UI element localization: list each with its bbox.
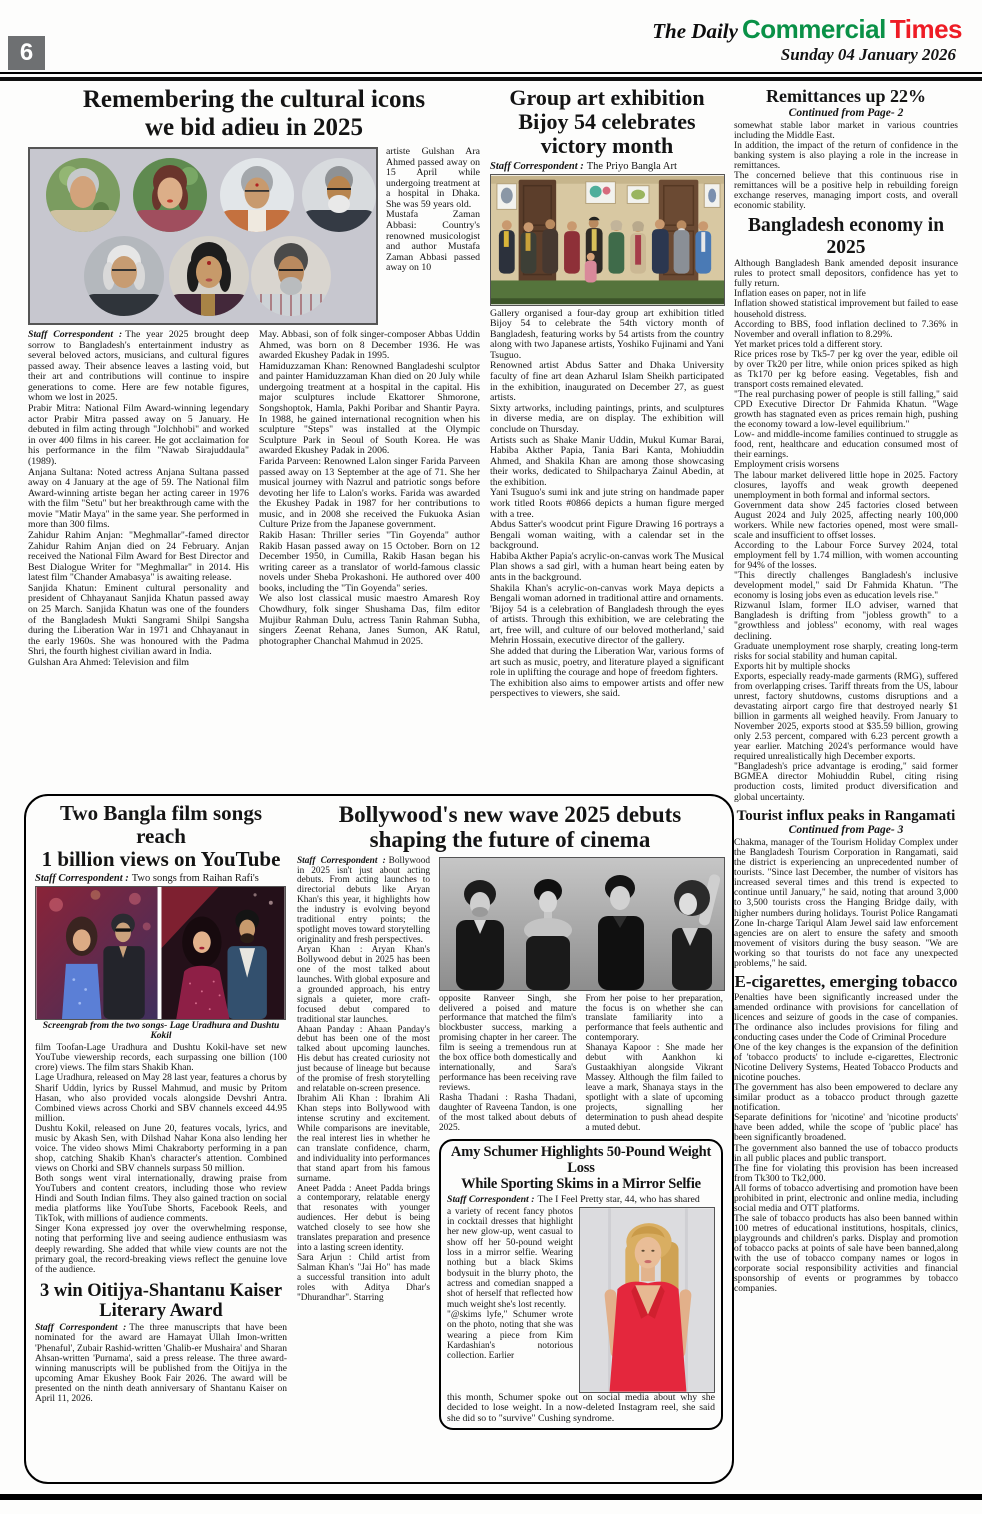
songs-screengrab-photo xyxy=(35,886,286,1020)
paragraph: One of the key changes is the expansion of the definition of 'tobacco products' to include e-cigarettes, Electronic Nicotine Delivery Systems, Heated Tobacco Products and nicotine pouches. xyxy=(734,1042,958,1084)
bollywood-column-2 xyxy=(439,995,577,1134)
header-rule-thin xyxy=(0,72,982,74)
paragraph: Shanaya Kapoor : She made her debut with Aankhon ki Gustaakhiyan alongside Vikrant Massey. Although the film failed to leave a mark, Shanaya stays in the spotlight with a slate of upcoming projects, signalling her determination to push ahead despite a muted debut. xyxy=(585,1043,723,1133)
bollywood-debutants-photo xyxy=(439,857,725,991)
paragraph: 'Bijoy 54 is a celebration of Bangladesh through the eyes of artists. Through this exhibition, we are celebrating the art, free will, and culture of our beloved motherland,' said Mehrin Hossain, executive director of the gallery. xyxy=(490,603,724,647)
article-bijoy54 xyxy=(490,86,724,700)
paragraph: film Toofan-Lage Uradhura and Dushtu Kokil-have set new YouTube viewership records, each surpassing one billion (100 crore) views. The film stars Shakib Khan. xyxy=(35,1043,287,1074)
economy-headline: Bangladesh economy in 2025 xyxy=(747,215,945,258)
paragraph: "The real purchasing power of people is still falling," said CPD Executive Director Dr Fahmida Khatun. "Wage growth has stagnated even as prices remain high, pushing the economy toward a low-level equilibrium." xyxy=(734,390,958,431)
paragraph: Zahidur Rahim Anjan: "Meghmallar"-famed director Zahidur Rahim Anjan died on 24 February. Anjan received the National Film Award for Best Director and Best Dialogue Writer for "Meghmallar" in 2014. His latest film "Chander Amabasya" is awaiting release. xyxy=(28,529,249,584)
paragraph: Yet market prices told a different story. xyxy=(734,339,883,350)
paragraph: The exhibition also aims to empower artists and offer new perspectives to viewers, she said. xyxy=(490,677,724,700)
paragraph: Low- and middle-income families continued to struggle as food, rent, healthcare and education consumed most of their earnings. xyxy=(734,430,958,461)
paragraph: The fine for violating this provision has been increased from Tk300 to Tk2,000. xyxy=(734,1163,958,1184)
paragraph: Gulshan Ara Ahmed: Television and film xyxy=(28,656,190,668)
paragraph: Lage Uradhura, released on May 28 last year, features a chorus by Sharif Uddin, lyrics by Russel Mahmud, and music by Pritom Hasan, who also provided vocals alongside Devshri Antra. Combined views across Chorki and SBV channels exceed 44.95 million. xyxy=(35,1073,287,1124)
paragraph: Shakila Khan's acrylic-on-canvas work Maya depicts a Bengali woman adorned in traditional attire and ornaments. xyxy=(490,582,724,605)
amy-byline: Staff Correspondent : The I Feel Pretty star, 44, who has shared xyxy=(447,1193,700,1205)
songs-headline: Two Bangla film songs reach 1 billion views on YouTube xyxy=(41,801,281,872)
remembering-column-2 xyxy=(259,330,480,669)
paragraph: The sale of tobacco products has also been banned within 100 metres of educational institutions, hospitals, clinics, playgrounds and children's parks. Display and promotion of tobacco packs at points of sale have been banned,along with the use of tobacco company names or logos in corporate social responsibility activities and financial sponsorship of events or programmes by tobacco companies. xyxy=(734,1213,958,1295)
byline: Staff Correspondent : xyxy=(297,855,386,866)
paragraph: From her poise to her preparation, the focus is on whether she can translate familiarity into a performance that feels authentic and contemporary. xyxy=(585,993,723,1044)
paragraph: Gallery organised a four-day group art exhibition titled Bijoy 54 to celebrate the 54th victory month of Bangladesh, featuring works by 54 artists from the country along with two Japanese artists, Yoshiko Fujinami and Yani Tsuguo. xyxy=(490,307,724,361)
paragraph: The government has also been empowered to declare any similar product as a tobacco product through gazette notification. xyxy=(734,1083,958,1114)
paragraph: Farida Parveen: Renowned Lalon singer Farida Parveen passed away on 13 September at the age of 71. She her musical journey with Nazrul and patriotic songs before devoting her life to Lalon's works. Farida was awarded the Ekushey Padak in 1987 for her contributions to music, and in 2008 she received the Fukuoka Asian Culture Prize from the Japanese government. xyxy=(259,455,480,531)
paragraph: Separate definitions for 'nicotine' and 'nicotine products' have been added, while the scope of 'public place' has been significantly broadened. xyxy=(734,1113,958,1144)
paragraph: somewhat stable labor market in various countries including the Middle East. xyxy=(734,120,958,141)
left-song-frame xyxy=(36,887,157,1019)
remembering-side-column xyxy=(386,147,480,325)
paragraph: Abdus Satter's woodcut print Figure Drawing 16 portrays a Bengali woman waiting, with a calendar set in the background. xyxy=(490,519,724,552)
amy-schumer-photo xyxy=(579,1207,715,1393)
paragraph: Exports hit by multiple shocks xyxy=(734,661,851,672)
paragraph: The government also banned the use of tobacco products in all public places and public transport. xyxy=(734,1143,958,1164)
paragraph: Staff Correspondent : Bollywood in 2025 isn't just about acting debuts. From acting launches to directorial debuts like Aryan Khan's this year, it highlights how the industry is evolving beyond traditional entry points; the spotlight moves toward storytelling originality and fresh perspectives. xyxy=(297,855,430,946)
paragraph: Aryan Khan : Aryan Khan's Bollywood debut in 2025 has been one of the most talked about launches. With global exposure and a grounded approach, his entry signals a quieter, more craft-focused debut compared to traditional star launches. xyxy=(297,945,430,1025)
masthead-daily: The Daily xyxy=(652,19,738,43)
paragraph: Singer Kona expressed joy over the overwhelming response, noting that performing live and seeing audience enthusiasm was deeply rewarding. She added that while view counts are not the primary goal, the record-breaking views reflect the genuine love of the audience. xyxy=(35,1224,287,1275)
paragraph: Inflation eases on paper, not in life xyxy=(734,289,866,300)
bottom-feature-box xyxy=(24,794,734,1484)
paragraph: She added that during the Liberation War, various forms of art such as music, poetry, and literature played a significant role in uplifting the courage and hope of freedom fighters. xyxy=(490,646,724,679)
amy-headline: Amy Schumer Highlights 50-Pound Weight Loss While Sporting Skims in a Mirror Selfie xyxy=(450,1143,712,1192)
issue-date: Sunday 04 January 2026 xyxy=(780,45,956,65)
paragraph: Exports, especially ready-made garments (RMG), suffered from overlapping crises. Tariff threats from the US, labour unrest, factory shutdowns, customs disruptions and a devastating airport cargo fire that destroyed nearly $1 billion in garments all weighed heavily. From January to November 2025, exports stood at $35.59 billion, growing only 2.53 percent, compared with 6.23 percent growth a year earlier. Matching 2024's performance would have required unrealistically high December exports. xyxy=(734,671,958,763)
masthead xyxy=(652,16,962,64)
article-ecigarettes xyxy=(734,973,958,1295)
paragraph: this month, Schumer spoke out on social media about why she decided to lose weight. In a now-deleted Instagram reel, she said she did so to "survive" Cushing syndrome. xyxy=(447,1391,715,1424)
songs-byline: Staff Correspondent : Two songs from Raihan Rafi's xyxy=(35,873,259,885)
songs-photo-caption: Screengrab from the two songs- Lage Uradhura and Dushtu Kokil xyxy=(42,1021,280,1042)
page-bottom-rule xyxy=(0,1494,982,1500)
paragraph: Rakib Hasan: Thriller series "Tin Goyenda" author Rakib Hasan passed away on 15 October. Born on 12 December 1950, in Cumilla, Rakib Hasan began his writing career as a translator of world-famous classic novels under Sheba Prokashoni. He authored over 400 books, including the "Tin Goyenda" series. xyxy=(259,529,480,594)
paragraph: In addition, the impact of the return of confidence in the banking system is also playing a role in the increase in remittances. xyxy=(734,140,958,172)
paragraph: Inflation showed statistical improvement but failed to ease household distress. xyxy=(734,299,958,320)
amy-text-column xyxy=(447,1207,573,1393)
paragraph: Ahaan Panday : Ahaan Panday's debut has been one of the most talked about upcoming launches. His debut has created curiosity not just because of lineage but because of the promise of fresh storytelling and relatable on-screen presence. xyxy=(297,1024,430,1095)
paragraph: Sixty artworks, including paintings, prints, and sculptures in diverse media, are on display. The exhibition will conclude on Thursday. xyxy=(490,402,724,435)
paragraph: Rizwanul Islam, former ILO adviser, warned that Bangladesh is drifting from "jobless growth" to a "growthless and jobless" economy, with real wages declining. xyxy=(734,601,958,642)
paragraph: The labour market delivered little hope in 2025. Factory closures, layoffs and weak growth deepened unemployment in both formal and informal sectors. xyxy=(734,470,958,501)
paragraph: We also lost classical music maestro Amaresh Roy Chowdhury, folk singer Shushama Das, film editor Mujibur Rahman Dulu, actress Tanin Rahman Subha, singers Zeenat Rehana, Janes Sumon, AK Ratul, photographer Chanchal Mahmud in 2025. xyxy=(259,593,480,647)
article-tourism xyxy=(734,808,958,969)
remittances-headline: Remittances up 22% xyxy=(766,86,926,106)
masthead-times: Times xyxy=(889,14,962,44)
paragraph: The concerned believe that this continuous rise in remittances will be a positive help in rebuilding foreign exchange reserves, managing import costs, and overall economic stability. xyxy=(734,171,958,212)
article-oitijya-award xyxy=(35,1281,287,1404)
paragraph: Employment crisis worsens xyxy=(734,460,840,471)
paragraph: Sanjida Khatun: Eminent cultural personality and president of Chhayanaut Sanjida Khatun passed away on 25 March. Sanjida Khatun was one of the founders of the Bangladesh Mukti Sangrami Shilpi Sangsha during the Liberation War in 1971 and Chhayanaut in the early 1960s. She was honoured with the Padma Shri, the fourth highest civilian award in India. xyxy=(28,582,249,658)
paragraph: Chakma, manager of the Tourism Holiday Complex under the Bangladesh Tourism Corporation in Rangamati, said the district is experiencing an unprecedented number of tourists. "Since last December, the number of visitors has increased several times and this trend is expected to continue until January," he said, noting that around 3,000 to 3,500 tourists cross the Hanging Bridge daily, with higher numbers during holidays. Tourist Police Rangamati Zone In-charge Tariqul Alam Jewel said law enforcement agencies are on alert to ensure the safety and smooth movement of visitors during the busy season. "We are working so that tourists do not face any unexpected problems," he said. xyxy=(734,838,958,969)
paragraph: Dushtu Kokil, released on June 20, features vocals, lyrics, and music by Akash Sen, with Dilshad Nahar Kona also lending her voice. The video shows Mimi Chakraborty performing in a pan shop, catching Shakib Khan's character's attention. Combined views on Chorki and SBV channels surpass 50 million. xyxy=(35,1123,287,1175)
byline: Staff Correspondent : xyxy=(28,329,123,340)
byline: Staff Correspondent : xyxy=(35,1323,127,1334)
article-remittances xyxy=(734,87,958,211)
bijoy-byline: Staff Correspondent : The Priyo Bangla Art xyxy=(490,160,677,172)
paragraph: Rasha Thadani : Rasha Thadani, daughter of Raveena Tandon, is one of the most talked about debuts of 2025. xyxy=(439,1092,577,1133)
continued-note: Continued from Page- 3 xyxy=(788,824,904,837)
ecigarettes-headline: E-cigarettes, emerging tobacco xyxy=(734,971,958,991)
paragraph: According to BBS, food inflation declined to 7.36% in November and overall inflation to 8.29%. xyxy=(734,319,958,340)
paragraph: Ibrahim Ali Khan : Ibrahim Ali Khan steps into Bollywood with intense scrutiny and excitement. While comparisons are inevitable, the real interest lies in whether he can translate confidence, charm, and individuality into performances that stand apart from his famous surname. xyxy=(297,1094,430,1184)
remembering-column-1 xyxy=(28,330,249,669)
article-remembering xyxy=(28,86,480,669)
paragraph: "Bangladesh's price advantage is eroding," said former BGMEA director Mohiuddin Rubel, citing rising production costs, limited product diversification and global uncertainty. xyxy=(734,762,958,803)
article-songs xyxy=(35,802,287,1476)
paragraph: a variety of recent fancy photos in cocktail dresses that highlight her new glow-up, went casual to show off her 50-pound weight loss in a mirror selfie. Wearing nothing but a black Skims bodysuit in the blurry photo, the actress and comedian snapped a shot of herself that reflected how much weight she's lost recently. xyxy=(447,1206,573,1310)
paragraph: Habiba Akther Papia's acrylic-on-canvas work The Musical Plan shows a sad girl, with a human heart being eaten by ants in the background. xyxy=(490,550,724,584)
paragraph: Although Bangladesh Bank amended deposit insurance rules to protect small depositors, confidence has yet to fully return. xyxy=(734,259,958,290)
article-amy-schumer xyxy=(439,1139,723,1431)
paragraph: Staff Correspondent : The three manuscripts that have been nominated for the award are Hamayat Ullah Imon-written 'Phenaful', Zubair Rashid-written 'Ghalib-er Mushaira' and Sharan Ahsan-written 'Purnama', said a press release. The three award-winning manuscripts will be published from the Oitijya in the upcoming Amar Ekushey Book Fair 2026. The award will be presented on the ninth death anniversary of Shantanu Kaiser on April 11, 2026. xyxy=(35,1323,287,1404)
paragraph: Prabir Mitra: National Film Award-winning legendary actor Prabir Mitra passed away on 5 January. He debuted in film acting through "Jolchhobi" and worked in over 400 films in his career. He got acclaimation for his performance in the film "Nawab Sirajuddaula" (1989). xyxy=(28,403,249,467)
masthead-title xyxy=(652,16,962,43)
bijoy-headline: Group art exhibition Bijoy 54 celebrates victory month xyxy=(509,85,705,159)
paragraph: Yani Tsuguo's sumi ink and jute string on handmade paper work titled Roots #0866 depicts a human figure merged with a tree. xyxy=(490,487,724,520)
continued-note: Continued from Page- 2 xyxy=(788,106,904,119)
bollywood-headline: Bollywood's new wave 2025 debuts shaping the future of cinema xyxy=(338,802,682,853)
paragraph: May. Abbasi, son of folk singer-composer Abbas Uddin Ahmed, was born on 8 December 1936. He was awarded Ekushey Padak in 1995. xyxy=(259,329,480,362)
paragraph: Mustafa Zaman Abbasi: Country's renowned musicologist and author Mustafa Zaman Abbasi passed away on 10 xyxy=(386,209,480,274)
paragraph: All forms of tobacco advertising and promotion have been prohibited in print, electronic and online media, including social media and OTT platforms. xyxy=(734,1183,958,1214)
right-song-frame xyxy=(161,887,284,1019)
paragraph: "This directly challenges Bangladesh's inclusive development model," said Dr Fahmida Khatun. "The economy is losing jobs even as education levels rise." xyxy=(734,571,958,602)
paragraph: Renowned artist Abdus Satter and Dhaka University faculty of fine art dean Azharul Islam Sheikh participated in the exhibition, inaugurated on December 27, as guest artists. xyxy=(490,360,724,404)
paragraph: Artists such as Shake Manir Uddin, Mukul Kumar Barai, Habiba Akther Papia, Tania Bari Kanta, Mohiuddin Ahmed, and Shakila Khan are among those showcasing their works, dedicated to Shilpacharya Zainul Abedin, at the exhibition. xyxy=(490,434,724,488)
paragraph: Anjana Sultana: Noted actress Anjana Sultana passed away on 4 January at the age of 59. The National film Award-winning artiste began her acting career in 1976 with the film "Setu" but her breakthrough came with the movie "Matir Maya" in the same year. She performed in more than 300 films. xyxy=(28,466,249,531)
bijoy-group-photo xyxy=(490,174,725,306)
paragraph: "@skims lyfe," Schumer wrote on the photo, noting that she was wearing a piece from Kim Kardashian's notorious collection. Earlier xyxy=(447,1309,573,1362)
article-economy xyxy=(734,215,958,802)
masthead-commercial: Commercial xyxy=(741,14,886,44)
tourism-headline: Tourist influx peaks in Rangamati xyxy=(736,807,956,824)
paragraph: Sara Arjun : Child artist from Salman Khan's "Jai Ho" has made a successful transition into adult roles with Aditya Dhar's "Dhurandhar". Starring xyxy=(297,1253,430,1303)
paragraph: Penalties have been significantly increased under the amended ordinance with provisions for cancellation of licences and seizure of goods in the case of companies. The ordinance also includes provisions for filing and conducting cases under the Code of Criminal Procedure xyxy=(734,992,958,1043)
bollywood-column-3 xyxy=(586,995,724,1134)
paragraph: Rice prices rose by Tk5-7 per kg over the year, edible oil by over Tk20 per litre, while onion prices spiked as high as Tk170 per kg before easing. Vegetables, fish and transport costs remained elevated. xyxy=(734,349,958,390)
article-bollywood xyxy=(297,802,723,1476)
right-column xyxy=(734,86,958,1490)
page-number: 6 xyxy=(8,36,45,70)
paragraph: Hamiduzzaman Khan: Renowned Bangladeshi sculptor and painter Hamiduzzaman Khan died on 20 July while undergoing treatment at a hospital in the capital. His major sculptures include Ekattorer Shmorone, Songshoptok, Hamla, Pakhi Poribar and Shantir Payra. In 1988, he gained international recognition when his sculpture "Steps" was installed at the Olympic Sculpture Park in Seoul of South Korea. He was awarded Ekushey Padak in 2006. xyxy=(259,360,480,457)
paragraph: opposite Ranveer Singh, she delivered a poised and mature performance that matched the film's blockbuster success, marking a promising chapter in her career. The film is seeing a tremendous run at the box office both domestically and internationally, and Sara's performance has been receiving rave reviews. xyxy=(439,993,577,1094)
paragraph: Aneet Padda : Aneet Padda brings a contemporary, relatable energy that resonates with younger audiences. Her debut is being watched closely to see how she translates preparation and presence into a lasting screen identity. xyxy=(297,1183,430,1254)
oitijya-headline: 3 win Oitijya-Shantanu Kaiser Literary Award xyxy=(39,1280,283,1322)
paragraph: Both songs went viral internationally, drawing praise from YouTubers and content creators, including those who review Hindi and South Indian films. They also gained traction on social media platforms like YouTube Shorts, Facebook Reels, and TikTok, with millions of audience comments. xyxy=(35,1174,287,1225)
paragraph: Government data show 245 factories closed between August 2024 and July 2025, affecting nearly 100,000 workers. While new factories opened, most were small-scale and insufficient to offset losses. xyxy=(734,500,958,541)
paragraph: According to the Labour Force Survey 2024, total employment fell by 1.74 million, with women accounting for 94% of the losses. xyxy=(734,540,958,572)
paragraph: Graduate unemployment rose sharply, creating long-term risks for social stability and human capital. xyxy=(734,641,958,662)
header-rule-thick xyxy=(0,77,982,81)
paragraph: artiste Gulshan Ara Ahmed passed away on 15 April while undergoing treatment at a hospital in Dhaka. She was 59 years old. xyxy=(386,146,480,210)
cultural-icons-photo-collage xyxy=(28,147,378,325)
paragraph: Staff Correspondent : The year 2025 brought deep sorrow to Bangladesh's entertainment industry as several beloved actors, musicians, and cultural figures passed away. Their absence leaves a lasting void, but their art and contributions will continue to inspire generations to come. Here are few notable figures, whom we lost in 2025. xyxy=(28,329,249,404)
bollywood-column-1 xyxy=(297,857,430,1431)
remembering-headline: Remembering the cultural icons we bid adieu in 2025 xyxy=(82,86,426,141)
